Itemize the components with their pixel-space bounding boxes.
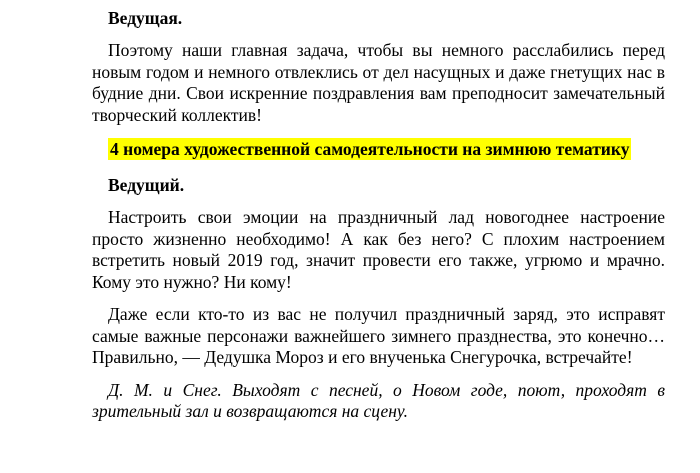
text-line: Поэтому наши главная задача, чтобы вы немного расслабились перед — [108, 40, 665, 60]
paragraph-mood — [92, 207, 665, 293]
text-line: Правильно, — Дедушка Мороз и его внученька Снегурочка, встречайте! — [92, 347, 633, 367]
text-line: просто жизненно необходимо! А как без него? С плохим настроением — [92, 228, 665, 249]
highlighted-text: 4 номера художественной самодеятельности на зимнюю тематику — [110, 139, 630, 159]
text-line: Кому это нужно? Ни кому! — [92, 271, 292, 292]
speaker-label-host-female: Ведущая. — [108, 8, 183, 28]
text-line: новым годом и немного отвлеклись от дел насущных и даже гнетущих нас в — [92, 61, 665, 82]
text-line: Д. М. и Снег. Выходят с песней, о Новом годе, поют, проходят в — [108, 379, 665, 400]
text-line: зрительный зал и возвращаются на сцену. — [92, 401, 408, 421]
highlighted-note — [108, 137, 665, 163]
text-line: встретить новый 2019 год, значит провести его также, угрюмо и мрачно. — [92, 250, 665, 270]
stage-direction — [92, 380, 665, 423]
paragraph-characters — [92, 304, 665, 369]
document-page — [92, 6, 665, 434]
text-line: Даже если кто-то из вас не получил праздничный заряд, это исправят — [108, 304, 665, 324]
text-line: будние дни. Свои искренние поздравления вам преподносит замечательный — [92, 83, 665, 103]
text-line: Настроить свои эмоции на праздничный лад новогоднее настроение — [108, 207, 665, 227]
text-line: самые важные персонажи важнейшего зимнего празднества, это конечно… — [92, 325, 665, 346]
paragraph-intro — [92, 40, 665, 126]
text-line: творческий коллектив! — [92, 104, 262, 125]
speaker-label-host-male: Ведущий. — [108, 175, 185, 195]
